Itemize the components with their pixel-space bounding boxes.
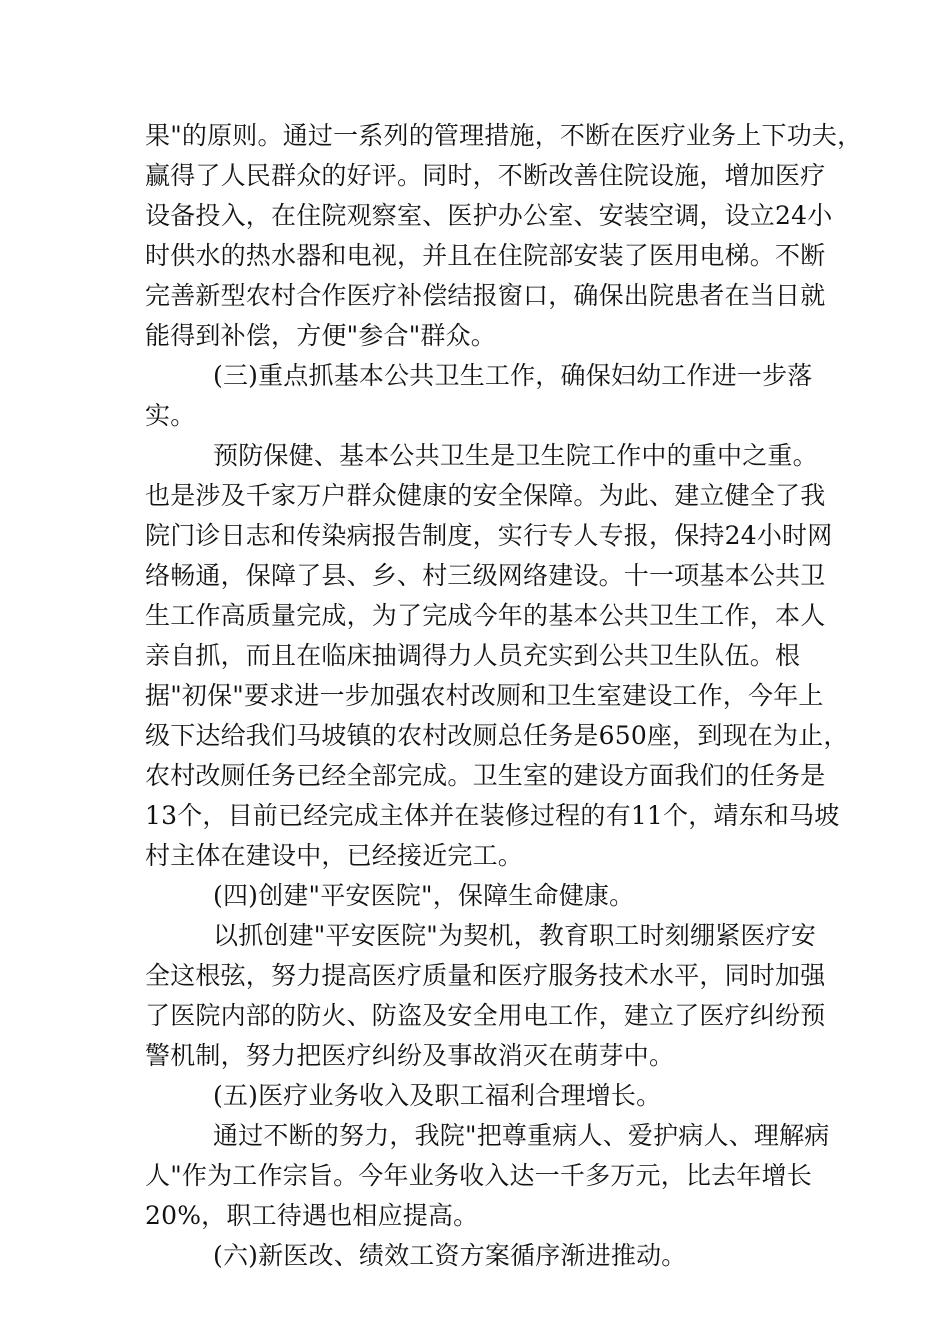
paragraph-5: [145, 916, 826, 1076]
text-line: 13个，目前已经完成主体并在装修过程的有11个，靖东和马坡: [145, 801, 840, 830]
heading-line: (三)重点抓基本公共卫生工作，确保妇幼工作进一步落: [213, 361, 813, 390]
text-line: 亲自抓，而且在临床抽调得力人员充实到公共卫生队伍。根: [145, 641, 801, 670]
document-body: [145, 116, 863, 1276]
heading-line: (五)医疗业务收入及职工福利合理增长。: [213, 1081, 662, 1110]
paragraph-3: [145, 436, 849, 876]
text-line: 赢得了人民群众的好评。同时，不断改善住院设施，增加医疗: [145, 161, 826, 190]
heading-line: (六)新医改、绩效工资方案循序渐进推动。: [213, 1241, 687, 1270]
text-line: 果"的原则。通过一系列的管理措施，不断在医疗业务上下功夫，: [145, 121, 863, 150]
text-line: 生工作高质量完成，为了完成今年的基本公共卫生工作，本人: [145, 601, 826, 630]
text-line: 农村改厕任务已经全部完成。卫生室的建设方面我们的任务是: [145, 761, 826, 790]
text-line: 也是涉及千家万户群众健康的安全保障。为此、建立健全了我: [145, 481, 826, 510]
text-line: 村主体在建设中，已经接近完工。: [145, 841, 524, 870]
paragraph-7: [145, 1116, 830, 1236]
text-line: 以抓创建"平安医院"为契机，教育职工时刻绷紧医疗安: [213, 921, 817, 950]
text-line: 院门诊日志和传染病报告制度，实行专人专报，保持24小时网: [145, 521, 833, 550]
text-line: 了医院内部的防火、防盗及安全用电工作，建立了医疗纠纷预: [145, 1001, 826, 1030]
text-line: 时供水的热水器和电视，并且在住院部安装了医用电梯。不断: [145, 241, 826, 270]
text-line: 完善新型农村合作医疗补偿结报窗口，确保出院患者在当日就: [145, 281, 826, 310]
text-line: 人"作为工作宗旨。今年业务收入达一千多万元，比去年增长: [145, 1161, 812, 1190]
text-line: 络畅通，保障了县、乡、村三级网络建设。十一项基本公共卫: [145, 561, 826, 590]
text-line: 全这根弦，努力提高医疗质量和医疗服务技术水平，同时加强: [145, 961, 826, 990]
text-line: 警机制，努力把医疗纠纷及事故消灭在萌芽中。: [145, 1041, 675, 1070]
heading-line: 实。: [145, 401, 196, 430]
text-line: 能得到补偿，方便"参合"群众。: [145, 321, 496, 350]
section-heading-5: [145, 1076, 815, 1116]
text-line: 设备投入，在住院观察室、医护办公室、安装空调，设立24小: [145, 201, 833, 230]
section-heading-3: [145, 356, 815, 436]
text-line: 级下达给我们马坡镇的农村改厕总任务是650座，到现在为止，: [145, 721, 849, 750]
section-heading-6: [145, 1236, 815, 1276]
text-line: 通过不断的努力，我院"把尊重病人、爱护病人、理解病: [213, 1121, 830, 1150]
paragraph-1: [145, 116, 863, 356]
heading-line: (四)创建"平安医院"，保障生命健康。: [213, 881, 635, 910]
text-line: 据"初保"要求进一步加强农村改厕和卫生室建设工作，今年上: [145, 681, 824, 710]
text-line: 20%，职工待遇也相应提高。: [145, 1201, 479, 1230]
text-line: 预防保健、基本公共卫生是卫生院工作中的重中之重。: [213, 441, 818, 470]
section-heading-4: [145, 876, 815, 916]
